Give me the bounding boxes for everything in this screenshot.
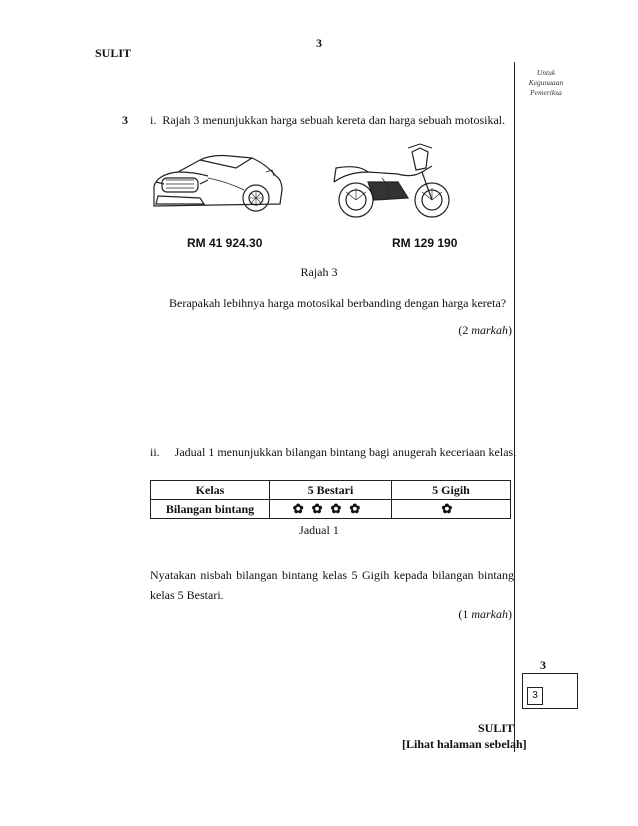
marks-open: (1 xyxy=(458,607,472,621)
part-i-marks xyxy=(458,323,512,338)
marks-open: (2 xyxy=(458,323,472,337)
gigih-stars-cell xyxy=(392,500,511,519)
part-i-intro-text: Rajah 3 menunjukkan harga sebuah kereta dan harga sebuah motosikal. xyxy=(162,113,506,127)
sulit-footer: SULIT xyxy=(478,721,515,735)
motorcycle-illustration xyxy=(328,142,460,224)
star-icon: ✿ xyxy=(441,501,461,516)
marks-close: ) xyxy=(508,323,512,337)
part-ii-intro-text: Jadual 1 menunjukkan bilangan bintang bagi anugerah keceriaan kelas. xyxy=(174,445,517,459)
question-number: 3 xyxy=(122,113,128,127)
part-ii-marks xyxy=(458,607,512,622)
part-ii-question-line2: kelas 5 Bestari. xyxy=(150,588,224,602)
part-i-label: i. xyxy=(150,113,157,127)
marks-word: markah xyxy=(471,607,508,621)
part-ii-label: ii. xyxy=(150,445,160,459)
marks-word: markah xyxy=(471,323,508,337)
sulit-header: SULIT xyxy=(95,46,132,60)
score-inner-box: 3 xyxy=(527,687,543,705)
margin-note-line2: Kegunaaan xyxy=(528,78,564,87)
page-number: 3 xyxy=(316,36,322,50)
star-icon-group: ✿✿✿✿ xyxy=(292,501,369,516)
marks-close: ) xyxy=(508,607,512,621)
header-5-bestari: 5 Bestari xyxy=(270,481,392,500)
margin-note-line3: Pemeriksa xyxy=(530,88,562,97)
bestari-stars-cell xyxy=(270,500,392,519)
header-5-gigih: 5 Gigih xyxy=(392,481,511,500)
car-price: RM 41 924.30 xyxy=(187,236,263,250)
figure-caption: Rajah 3 xyxy=(300,265,338,279)
table-caption: Jadual 1 xyxy=(299,523,339,537)
part-ii-intro xyxy=(150,445,516,460)
margin-note-line1: Untuk xyxy=(536,68,556,77)
stars-table xyxy=(150,480,511,519)
motorcycle-price: RM 129 190 xyxy=(392,236,458,250)
row-label-bilangan-bintang: Bilangan bintang xyxy=(151,500,270,519)
examiner-margin-note xyxy=(517,68,575,98)
score-total-label: 3 xyxy=(540,658,546,672)
header-kelas: Kelas xyxy=(151,481,270,500)
part-ii-question-line1: Nyatakan nisbah bilangan bintang kelas 5 Gigih kepada bilangan bintang xyxy=(150,568,514,582)
next-page-note: [Lihat halaman sebelah] xyxy=(402,737,527,751)
table-row xyxy=(151,500,511,519)
examiner-margin-line xyxy=(514,62,515,752)
table-header-row xyxy=(151,481,511,500)
part-i-question: Berapakah lebihnya harga motosikal berbanding dengan harga kereta? xyxy=(169,296,507,310)
car-illustration xyxy=(148,142,288,222)
part-i-intro xyxy=(150,113,505,128)
